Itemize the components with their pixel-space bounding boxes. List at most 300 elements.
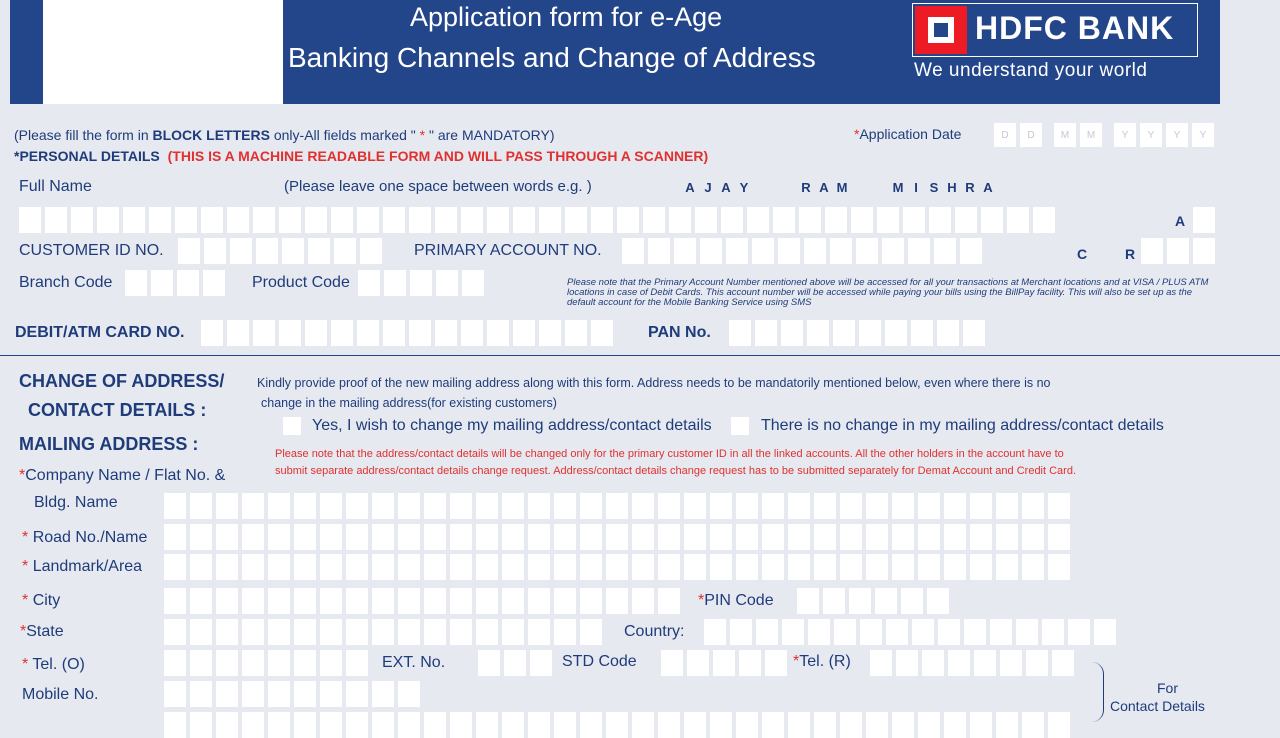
character-box[interactable] <box>781 320 803 346</box>
character-box[interactable] <box>554 493 576 519</box>
character-box[interactable] <box>944 493 966 519</box>
date-digit[interactable]: Y <box>1140 123 1162 147</box>
character-box[interactable] <box>903 207 925 233</box>
character-box[interactable] <box>606 493 628 519</box>
character-box[interactable] <box>970 524 992 550</box>
character-box[interactable] <box>216 524 238 550</box>
branch-code-field[interactable] <box>125 270 225 296</box>
date-digit[interactable]: D <box>1020 123 1042 147</box>
character-box[interactable] <box>424 619 446 645</box>
character-box[interactable] <box>216 493 238 519</box>
character-box[interactable] <box>875 588 897 614</box>
character-box[interactable] <box>372 554 394 580</box>
character-box[interactable] <box>990 619 1012 645</box>
extension-field[interactable] <box>478 650 552 676</box>
character-box[interactable] <box>45 207 67 233</box>
character-box[interactable] <box>710 554 732 580</box>
character-box[interactable] <box>256 238 278 264</box>
character-box[interactable] <box>528 712 550 738</box>
country-field[interactable] <box>704 619 1116 645</box>
character-box[interactable] <box>580 554 602 580</box>
character-box[interactable] <box>279 207 301 233</box>
character-box[interactable] <box>840 712 862 738</box>
character-box[interactable] <box>860 619 882 645</box>
character-box[interactable] <box>384 270 406 296</box>
character-box[interactable] <box>435 320 457 346</box>
date-digit[interactable]: D <box>994 123 1016 147</box>
character-box[interactable] <box>918 524 940 550</box>
character-box[interactable] <box>840 493 862 519</box>
character-box[interactable] <box>424 493 446 519</box>
character-box[interactable] <box>970 712 992 738</box>
character-box[interactable] <box>476 619 498 645</box>
character-box[interactable] <box>1048 524 1070 550</box>
character-box[interactable] <box>242 712 264 738</box>
character-box[interactable] <box>450 524 472 550</box>
character-box[interactable] <box>357 207 379 233</box>
character-box[interactable] <box>840 554 862 580</box>
character-box[interactable] <box>372 588 394 614</box>
character-box[interactable] <box>177 270 199 296</box>
character-box[interactable] <box>346 554 368 580</box>
character-box[interactable] <box>661 650 683 676</box>
character-box[interactable] <box>892 712 914 738</box>
date-digit[interactable]: Y <box>1114 123 1136 147</box>
character-box[interactable] <box>669 207 691 233</box>
character-box[interactable] <box>762 524 784 550</box>
character-box[interactable] <box>435 207 457 233</box>
customer-id-field[interactable] <box>178 238 382 264</box>
character-box[interactable] <box>814 554 836 580</box>
character-box[interactable] <box>799 207 821 233</box>
character-box[interactable] <box>528 493 550 519</box>
character-box[interactable] <box>1042 619 1064 645</box>
character-box[interactable] <box>877 207 899 233</box>
character-box[interactable] <box>896 650 918 676</box>
character-box[interactable] <box>617 207 639 233</box>
character-box[interactable] <box>808 619 830 645</box>
character-box[interactable] <box>580 619 602 645</box>
character-box[interactable] <box>823 588 845 614</box>
mobile-field[interactable] <box>164 681 420 707</box>
character-box[interactable] <box>762 493 784 519</box>
character-box[interactable] <box>747 207 769 233</box>
character-box[interactable] <box>320 650 342 676</box>
character-box[interactable] <box>424 524 446 550</box>
character-box[interactable] <box>565 320 587 346</box>
character-box[interactable] <box>726 238 748 264</box>
character-box[interactable] <box>658 588 680 614</box>
character-box[interactable] <box>918 712 940 738</box>
character-box[interactable] <box>372 619 394 645</box>
character-box[interactable] <box>927 588 949 614</box>
character-box[interactable] <box>190 650 212 676</box>
landmark-field[interactable] <box>164 554 1070 580</box>
character-box[interactable] <box>242 554 264 580</box>
character-box[interactable] <box>739 650 761 676</box>
character-box[interactable] <box>216 619 238 645</box>
character-box[interactable] <box>762 554 784 580</box>
character-box[interactable] <box>216 681 238 707</box>
character-box[interactable] <box>892 554 914 580</box>
character-box[interactable] <box>901 588 923 614</box>
character-box[interactable] <box>684 524 706 550</box>
character-box[interactable] <box>164 493 186 519</box>
character-box[interactable] <box>424 554 446 580</box>
character-box[interactable] <box>948 650 970 676</box>
character-box[interactable] <box>502 493 524 519</box>
character-box[interactable] <box>996 493 1018 519</box>
character-box[interactable] <box>346 681 368 707</box>
character-box[interactable] <box>996 524 1018 550</box>
character-box[interactable] <box>502 712 524 738</box>
character-box[interactable] <box>372 524 394 550</box>
road-field[interactable] <box>164 524 1070 550</box>
character-box[interactable] <box>308 238 330 264</box>
character-box[interactable] <box>450 712 472 738</box>
pin-code-field[interactable] <box>797 588 949 614</box>
character-box[interactable] <box>866 554 888 580</box>
character-box[interactable] <box>268 712 290 738</box>
character-box[interactable] <box>190 493 212 519</box>
character-box[interactable] <box>164 524 186 550</box>
company-field[interactable] <box>164 493 1070 519</box>
character-box[interactable] <box>934 238 956 264</box>
character-box[interactable] <box>756 619 778 645</box>
character-box[interactable] <box>606 524 628 550</box>
character-box[interactable] <box>409 320 431 346</box>
character-box[interactable] <box>856 238 878 264</box>
character-box[interactable] <box>778 238 800 264</box>
character-box[interactable] <box>346 712 368 738</box>
primary-account-field[interactable] <box>622 238 982 264</box>
character-box[interactable] <box>320 588 342 614</box>
character-box[interactable] <box>450 619 472 645</box>
character-box[interactable] <box>658 493 680 519</box>
character-box[interactable] <box>320 619 342 645</box>
character-box[interactable] <box>710 712 732 738</box>
character-box[interactable] <box>164 554 186 580</box>
character-box[interactable] <box>736 554 758 580</box>
character-box[interactable] <box>398 588 420 614</box>
character-box[interactable] <box>294 588 316 614</box>
character-box[interactable] <box>242 588 264 614</box>
character-box[interactable] <box>580 524 602 550</box>
character-box[interactable] <box>346 619 368 645</box>
character-box[interactable] <box>622 238 644 264</box>
character-box[interactable] <box>1000 650 1022 676</box>
character-box[interactable] <box>938 619 960 645</box>
character-box[interactable] <box>922 650 944 676</box>
character-box[interactable] <box>97 207 119 233</box>
character-box[interactable] <box>461 320 483 346</box>
character-box[interactable] <box>886 619 908 645</box>
character-box[interactable] <box>580 712 602 738</box>
product-code-field[interactable] <box>358 270 484 296</box>
character-box[interactable] <box>320 554 342 580</box>
character-box[interactable] <box>834 619 856 645</box>
character-box[interactable] <box>282 238 304 264</box>
character-box[interactable] <box>1048 554 1070 580</box>
character-box[interactable] <box>476 712 498 738</box>
character-box[interactable] <box>268 588 290 614</box>
character-box[interactable] <box>204 238 226 264</box>
character-box[interactable] <box>294 524 316 550</box>
character-box[interactable] <box>175 207 197 233</box>
character-box[interactable] <box>268 619 290 645</box>
character-box[interactable] <box>242 681 264 707</box>
character-box[interactable] <box>700 238 722 264</box>
character-box[interactable] <box>476 588 498 614</box>
character-box[interactable] <box>398 554 420 580</box>
character-box[interactable] <box>648 238 670 264</box>
character-box[interactable] <box>1094 619 1116 645</box>
character-box[interactable] <box>814 712 836 738</box>
character-box[interactable] <box>1022 493 1044 519</box>
character-box[interactable] <box>268 554 290 580</box>
character-box[interactable] <box>981 207 1003 233</box>
state-field[interactable] <box>164 619 602 645</box>
character-box[interactable] <box>410 270 432 296</box>
character-box[interactable] <box>782 619 804 645</box>
character-box[interactable] <box>409 207 431 233</box>
character-box[interactable] <box>528 619 550 645</box>
character-box[interactable] <box>164 712 186 738</box>
character-box[interactable] <box>242 524 264 550</box>
character-box[interactable] <box>765 650 787 676</box>
character-box[interactable] <box>918 554 940 580</box>
character-box[interactable] <box>216 650 238 676</box>
character-box[interactable] <box>964 619 986 645</box>
character-box[interactable] <box>684 712 706 738</box>
character-box[interactable] <box>539 320 561 346</box>
character-box[interactable] <box>591 320 613 346</box>
character-box[interactable] <box>502 554 524 580</box>
character-box[interactable] <box>242 619 264 645</box>
character-box[interactable] <box>788 524 810 550</box>
character-box[interactable] <box>462 270 484 296</box>
character-box[interactable] <box>1022 554 1044 580</box>
character-box[interactable] <box>178 238 200 264</box>
character-box[interactable] <box>632 588 654 614</box>
character-box[interactable] <box>866 712 888 738</box>
character-box[interactable] <box>476 493 498 519</box>
character-box[interactable] <box>294 493 316 519</box>
character-box[interactable] <box>424 712 446 738</box>
character-box[interactable] <box>1141 238 1163 264</box>
character-box[interactable] <box>19 207 41 233</box>
character-box[interactable] <box>346 524 368 550</box>
tel-residence-field[interactable] <box>870 650 1074 676</box>
character-box[interactable] <box>513 320 535 346</box>
character-box[interactable] <box>773 207 795 233</box>
character-box[interactable] <box>1193 238 1215 264</box>
character-box[interactable] <box>320 712 342 738</box>
character-box[interactable] <box>242 650 264 676</box>
character-box[interactable] <box>398 524 420 550</box>
character-box[interactable] <box>461 207 483 233</box>
character-box[interactable] <box>268 650 290 676</box>
character-box[interactable] <box>713 650 735 676</box>
character-box[interactable] <box>632 493 654 519</box>
character-box[interactable] <box>859 320 881 346</box>
character-box[interactable] <box>1022 524 1044 550</box>
character-box[interactable] <box>530 650 552 676</box>
character-box[interactable] <box>912 619 934 645</box>
character-box[interactable] <box>320 524 342 550</box>
character-box[interactable] <box>1033 207 1055 233</box>
full-name-field-end[interactable] <box>1193 207 1215 233</box>
character-box[interactable] <box>911 320 933 346</box>
character-box[interactable] <box>788 554 810 580</box>
character-box[interactable] <box>554 588 576 614</box>
tel-office-field[interactable] <box>164 650 368 676</box>
date-digit[interactable]: M <box>1054 123 1076 147</box>
character-box[interactable] <box>190 619 212 645</box>
character-box[interactable] <box>885 320 907 346</box>
character-box[interactable] <box>643 207 665 233</box>
character-box[interactable] <box>704 619 726 645</box>
character-box[interactable] <box>279 320 301 346</box>
character-box[interactable] <box>804 238 826 264</box>
character-box[interactable] <box>504 650 526 676</box>
character-box[interactable] <box>788 712 810 738</box>
character-box[interactable] <box>851 207 873 233</box>
character-box[interactable] <box>242 493 264 519</box>
character-box[interactable] <box>554 619 576 645</box>
character-box[interactable] <box>1016 619 1038 645</box>
character-box[interactable] <box>476 554 498 580</box>
character-box[interactable] <box>528 554 550 580</box>
character-box[interactable] <box>216 712 238 738</box>
character-box[interactable] <box>253 320 275 346</box>
character-box[interactable] <box>736 493 758 519</box>
character-box[interactable] <box>762 712 784 738</box>
character-box[interactable] <box>190 588 212 614</box>
character-box[interactable] <box>357 320 379 346</box>
character-box[interactable] <box>528 524 550 550</box>
character-box[interactable] <box>398 619 420 645</box>
character-box[interactable] <box>372 681 394 707</box>
debit-card-field[interactable] <box>201 320 613 346</box>
character-box[interactable] <box>294 554 316 580</box>
character-box[interactable] <box>201 320 223 346</box>
character-box[interactable] <box>1026 650 1048 676</box>
character-box[interactable] <box>866 524 888 550</box>
character-box[interactable] <box>1007 207 1029 233</box>
character-box[interactable] <box>797 588 819 614</box>
character-box[interactable] <box>591 207 613 233</box>
character-box[interactable] <box>1167 238 1189 264</box>
character-box[interactable] <box>346 493 368 519</box>
character-box[interactable] <box>606 712 628 738</box>
character-box[interactable] <box>123 207 145 233</box>
character-box[interactable] <box>1052 650 1074 676</box>
character-box[interactable] <box>305 207 327 233</box>
character-box[interactable] <box>996 554 1018 580</box>
character-box[interactable] <box>870 650 892 676</box>
character-box[interactable] <box>372 493 394 519</box>
character-box[interactable] <box>487 320 509 346</box>
character-box[interactable] <box>1048 493 1070 519</box>
character-box[interactable] <box>125 270 147 296</box>
character-box[interactable] <box>658 554 680 580</box>
character-box[interactable] <box>892 493 914 519</box>
character-box[interactable] <box>372 712 394 738</box>
character-box[interactable] <box>151 270 173 296</box>
character-box[interactable] <box>398 681 420 707</box>
character-box[interactable] <box>331 207 353 233</box>
character-box[interactable] <box>721 207 743 233</box>
character-box[interactable] <box>190 712 212 738</box>
character-box[interactable] <box>606 554 628 580</box>
character-box[interactable] <box>383 207 405 233</box>
character-box[interactable] <box>755 320 777 346</box>
character-box[interactable] <box>814 493 836 519</box>
character-box[interactable] <box>729 320 751 346</box>
full-name-field[interactable] <box>19 207 1055 233</box>
character-box[interactable] <box>230 238 252 264</box>
character-box[interactable] <box>450 554 472 580</box>
character-box[interactable] <box>164 650 186 676</box>
character-box[interactable] <box>674 238 696 264</box>
character-box[interactable] <box>937 320 959 346</box>
character-box[interactable] <box>687 650 709 676</box>
character-box[interactable] <box>752 238 774 264</box>
character-box[interactable] <box>1022 712 1044 738</box>
character-box[interactable] <box>606 588 628 614</box>
change-address-checkbox[interactable] <box>283 417 301 435</box>
character-box[interactable] <box>918 493 940 519</box>
character-box[interactable] <box>268 524 290 550</box>
character-box[interactable] <box>970 493 992 519</box>
city-field[interactable] <box>164 588 680 614</box>
character-box[interactable] <box>478 650 500 676</box>
character-box[interactable] <box>383 320 405 346</box>
character-box[interactable] <box>996 712 1018 738</box>
character-box[interactable] <box>833 320 855 346</box>
character-box[interactable] <box>320 681 342 707</box>
character-box[interactable] <box>944 712 966 738</box>
character-box[interactable] <box>268 681 290 707</box>
character-box[interactable] <box>963 320 985 346</box>
character-box[interactable] <box>201 207 223 233</box>
email-field[interactable] <box>164 712 1070 738</box>
character-box[interactable] <box>580 493 602 519</box>
no-change-checkbox[interactable] <box>731 417 749 435</box>
character-box[interactable] <box>424 588 446 614</box>
character-box[interactable] <box>203 270 225 296</box>
character-box[interactable] <box>450 588 472 614</box>
character-box[interactable] <box>955 207 977 233</box>
date-digit[interactable]: M <box>1080 123 1102 147</box>
character-box[interactable] <box>736 524 758 550</box>
character-box[interactable] <box>944 524 966 550</box>
character-box[interactable] <box>164 588 186 614</box>
character-box[interactable] <box>710 493 732 519</box>
character-box[interactable] <box>487 207 509 233</box>
character-box[interactable] <box>580 588 602 614</box>
name-box[interactable] <box>1193 207 1215 233</box>
character-box[interactable] <box>929 207 951 233</box>
character-box[interactable] <box>149 207 171 233</box>
character-box[interactable] <box>970 554 992 580</box>
character-box[interactable] <box>554 712 576 738</box>
character-box[interactable] <box>502 524 524 550</box>
character-box[interactable] <box>960 238 982 264</box>
character-box[interactable] <box>436 270 458 296</box>
character-box[interactable] <box>227 207 249 233</box>
